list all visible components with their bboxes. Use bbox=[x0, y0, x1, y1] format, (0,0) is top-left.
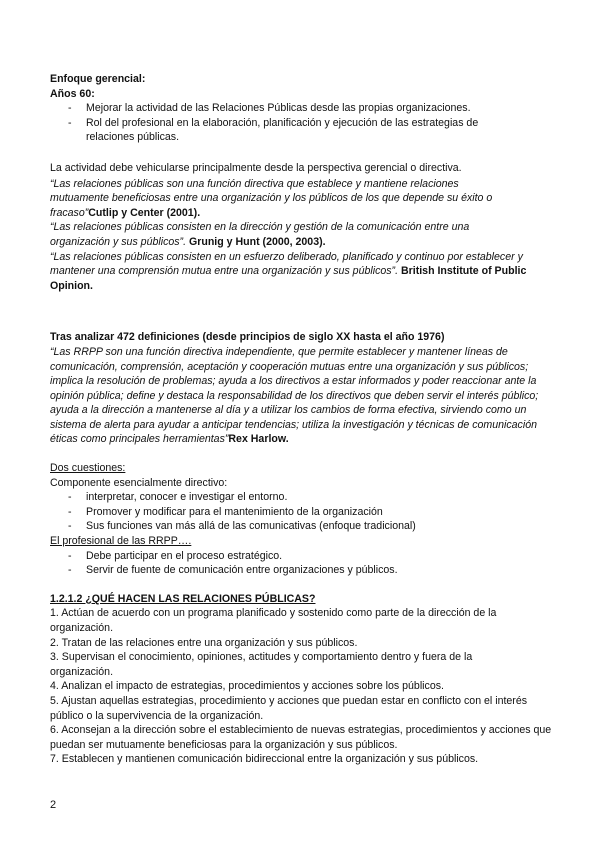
paragraph-perspectiva: La actividad debe vehicularse principalmente desde la perspectiva gerencial o directiva. bbox=[50, 161, 462, 174]
quote-text: “Las relaciones públicas consisten en la dirección y gestión de la comunicación entre una organización y sus públicos”. bbox=[50, 221, 470, 248]
list-item: 2. Tratan de las relaciones entre una organización y sus públicos. bbox=[50, 636, 358, 649]
list-item: - Sus funciones van más allá de las comunicativas (enfoque tradicional) bbox=[50, 519, 560, 534]
line-componente-directivo: Componente esencialmente directivo: bbox=[50, 476, 228, 489]
list-item: 7. Establecen y mantienen comunicación bidireccional entre la organización y sus públicos. bbox=[50, 753, 479, 766]
quote-text: “Las RRPP son una función directiva independiente, que permite establecer y mantener líneas de comunicación, comprensión, aceptación y cooperación mutuas entre una organización y sus públicos; implica la resolución de problemas; ayuda a los directivos a estar informados y poder reaccionar ante la opinión pública; define y destaca la responsabilidad de los directivos que deben servir el interés público; ayuda a la dirección a mantenerse al día y a utilizar los cambios de forma efectiva, sirviendo como un sistema de alerta para ayudar a anticipar tendencias; utiliza la investigación y técnicas de comunicación éticas como principales herramientas” bbox=[50, 345, 539, 446]
quote-author: Grunig y Hunt (2000, 2003). bbox=[188, 235, 326, 248]
heading-dos-cuestiones: Dos cuestiones: bbox=[50, 462, 126, 475]
heading-profesional-rrpp: El profesional de las RRPP…. bbox=[50, 535, 192, 548]
quote-british-institute bbox=[50, 250, 560, 294]
list-item: 6. Aconsejan a la dirección sobre el establecimiento de nuevas estrategias, procedimientos y acciones que puedan ser mutuamente beneficiosas para la organización y sus públicos. bbox=[50, 724, 552, 751]
list-item: - Promover y modificar para el mantenimiento de la organización bbox=[50, 505, 560, 520]
list-item: 1. Actúan de acuerdo con un programa planificado y sostenido como parte de la dirección de la organización. bbox=[50, 607, 497, 634]
list-componente-directivo bbox=[50, 490, 560, 534]
list-item: 5. Ajustan aquellas estrategias, procedimiento y acciones que puedan estar en conflicto con el interés público o la supervivencia de la organización. bbox=[50, 694, 528, 722]
list-item: 4. Analizan el impacto de estrategias, procedimientos y acciones sobre los públicos. bbox=[50, 680, 444, 693]
quote-grunig bbox=[50, 220, 560, 249]
quote-cutlip bbox=[50, 177, 560, 221]
heading-enfoque-gerencial: Enfoque gerencial: bbox=[50, 73, 146, 85]
quote-author: Cutlip y Center (2001). bbox=[88, 206, 201, 219]
list-profesional-rrpp bbox=[50, 549, 560, 578]
document-page bbox=[50, 72, 560, 767]
quote-text: “Las relaciones públicas consisten en un esfuerzo deliberado, planificado y continuo por establecer y mantener una comprensión mutua entre una organización y sus públicos”. bbox=[50, 250, 523, 278]
list-item: - Rol del profesional en la elaboración, planificación y ejecución de las estrategias de relaciones públicas. bbox=[50, 116, 560, 145]
heading-472-definiciones: Tras analizar 472 definiciones (desde principios de siglo XX hasta el año 1976) bbox=[50, 331, 445, 344]
list-item: - Servir de fuente de comunicación entre organizaciones y públicos. bbox=[50, 563, 560, 578]
heading-que-hacen-rrpp: 1.2.1.2 ¿QUÉ HACEN LAS RELACIONES PÚBLICAS? bbox=[50, 592, 316, 605]
page-number: 2 bbox=[50, 799, 57, 811]
subheading-anos-60: Años 60: bbox=[50, 87, 95, 100]
quote-rex-harlow bbox=[50, 345, 560, 447]
list-que-hacen bbox=[50, 606, 560, 767]
quote-author: Rex Harlow. bbox=[228, 433, 289, 446]
list-item: - Debe participar en el proceso estratégico. bbox=[50, 549, 560, 564]
quote-text: “Las relaciones públicas son una función directiva que establece y mantiene relaciones mutuamente beneficiosas entre una organización y los públicos de los que depende su éxito o fracaso” bbox=[50, 177, 493, 219]
list-item: 3. Supervisan el conocimiento, opiniones, actitudes y comportamiento dentro y fuera de la organización. bbox=[50, 651, 473, 678]
list-anos-60 bbox=[50, 101, 560, 145]
list-item: - interpretar, conocer e investigar el entorno. bbox=[50, 490, 560, 505]
list-item: - Mejorar la actividad de las Relaciones Públicas desde las propias organizaciones. bbox=[50, 101, 560, 116]
quote-author: British Institute of Public Opinion. bbox=[50, 265, 527, 292]
